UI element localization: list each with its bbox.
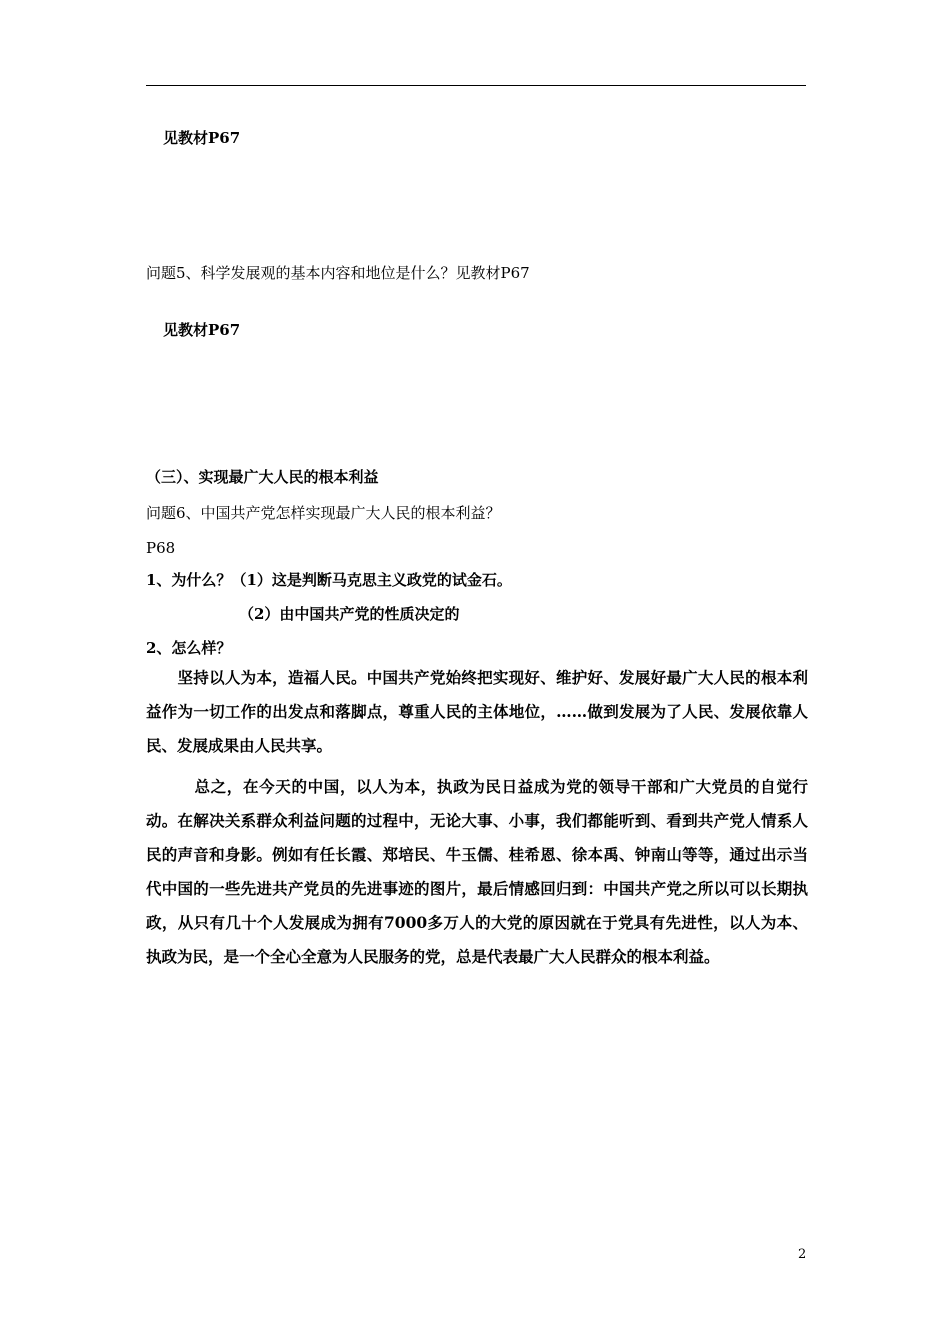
page-number: 2 xyxy=(798,1247,807,1262)
page-reference-p68: P68 xyxy=(146,539,176,557)
question-6: 问题6、中国共产党怎样实现最广大人民的根本利益？ xyxy=(146,504,501,522)
paragraph-summary: 总之，在今天的中国，以人为本，执政为民日益成为党的领导干部和广大党员的自觉行动。在解决关系群众利益问题的过程中，无论大事、小事，我们都能听到、看到共产党人情系人民的声音和身影。例如有任长霞、郑培民、牛玉儒、桂希恩、徐本禹、钟南山等等，通过出示当代中国的一些先进共产党员的先进事迹的图片，最后情感回归到：中国共产党之所以可以长期执政，从只有几十个人发展成为拥有7000多万人的大党的原因就在于党具有先进性，以人为本、执政为民，是一个全心全意为人民服务的党，总是代表最广大人民群众的根本利益。 xyxy=(146,777,808,966)
why-item-1: 1、为什么？（1）这是判断马克思主义政党的试金石。 xyxy=(146,571,512,589)
how-heading: 2、怎么样？ xyxy=(146,639,232,657)
why-item-2: （2）由中国共产党的性质决定的 xyxy=(239,605,460,623)
textbook-reference-2: 见教材P67 xyxy=(163,321,241,339)
header-rule xyxy=(146,85,806,86)
paragraph-people-first: 坚持以人为本，造福人民。中国共产党始终把实现好、维护好、发展好最广大人民的根本利益作为一切工作的出发点和落脚点，尊重人民的主体地位，……做到发展为了人民、发展依靠人民、发展成果由人民共享。 xyxy=(146,668,808,755)
section-heading-3: （三）、实现最广大人民的根本利益 xyxy=(146,468,379,486)
question-5: 问题5、科学发展观的基本内容和地位是什么？见教材P67 xyxy=(146,264,530,282)
textbook-reference-1: 见教材P67 xyxy=(163,129,241,147)
